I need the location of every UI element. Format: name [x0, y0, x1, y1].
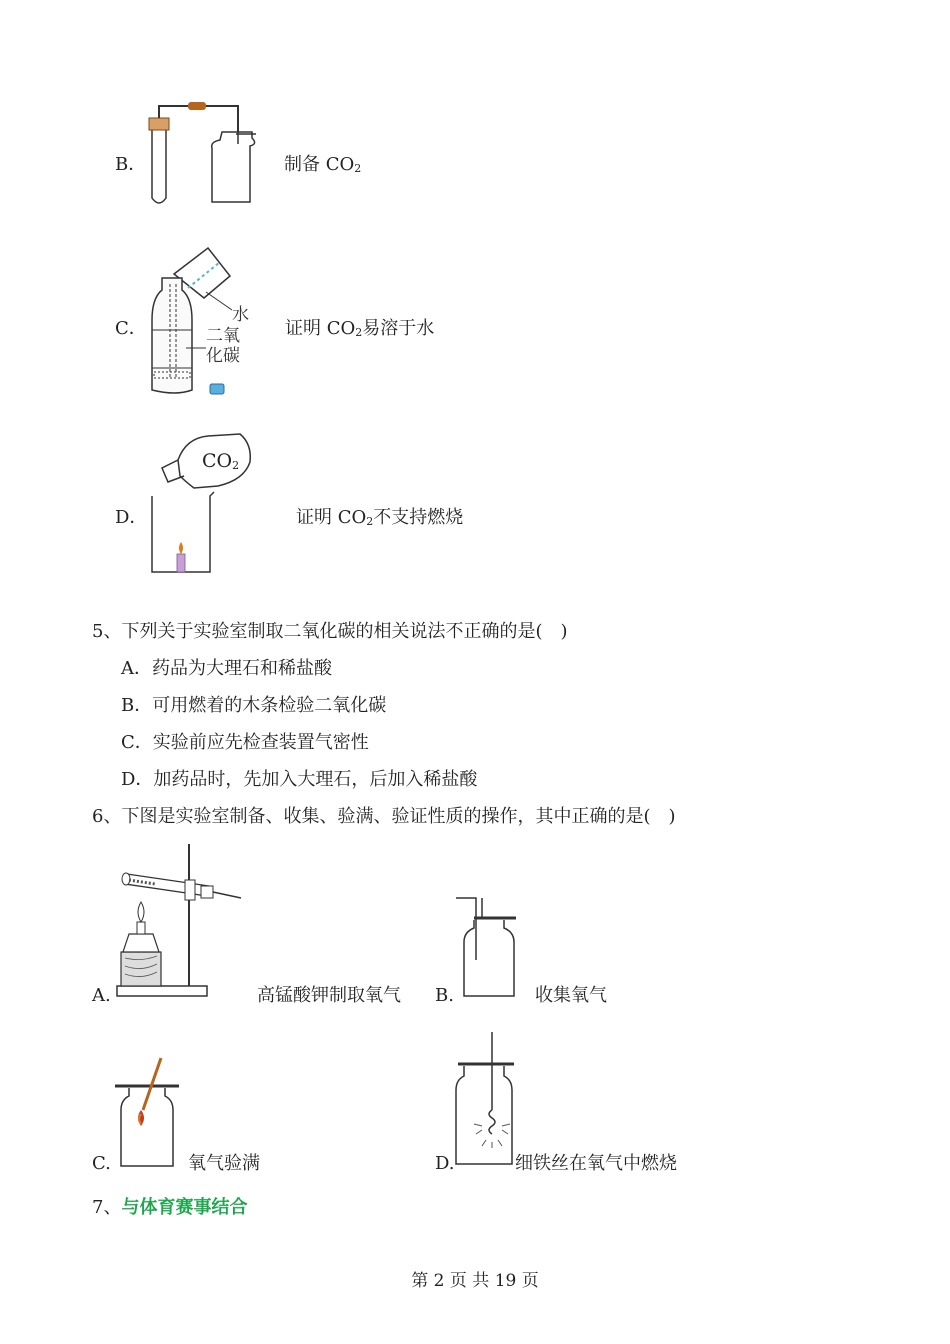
q6-a-kmno4-apparatus-diagram: [115, 840, 245, 1000]
q4-d-bottle-label: $CO_2$: [202, 450, 240, 472]
q4-c-water-label: 水: [232, 305, 249, 325]
page-footer: 第 2 页 共 19 页: [411, 1271, 539, 1291]
q5-option-c: C．实验前应先检查装置气密性: [121, 732, 369, 753]
q6-option-d-caption: 细铁丝在氧气中燃烧: [515, 1153, 677, 1174]
q6-option-b-label: B.: [435, 985, 454, 1006]
q5-option-b: B．可用燃着的木条检验二氧化碳: [121, 695, 387, 716]
q7-heading: [92, 1197, 247, 1219]
q6-b-collect-oxygen-diagram: [452, 890, 522, 1000]
q6-stem: 6、下图是实验室制备、收集、验满、验证性质的操作，其中正确的是( ): [92, 806, 676, 827]
q4-option-c-caption: 证明 $CO_2$易溶于水: [285, 318, 435, 339]
q7-title: 与体育赛事结合: [121, 1197, 248, 1218]
q5-option-a: A．药品为大理石和稀盐酸: [121, 658, 332, 679]
q4-b-apparatus-diagram: [140, 98, 260, 210]
q6-option-c-label: C.: [92, 1153, 111, 1174]
q6-option-c-caption: 氧气验满: [188, 1153, 260, 1174]
q4-option-b-label: B．: [115, 154, 147, 175]
q5-stem: 5、下列关于实验室制取二氧化碳的相关说法不正确的是( ): [92, 621, 568, 642]
q4-option-b-caption: 制备 $CO_2$: [284, 154, 362, 175]
q5-option-d: D．加药品时，先加入大理石，后加入稀盐酸: [121, 769, 478, 790]
q6-d-iron-wire-burning-diagram: [452, 1030, 518, 1170]
q6-option-d-label: D.: [435, 1153, 455, 1174]
q4-option-d-caption: 证明 $CO_2$不支持燃烧: [296, 507, 464, 528]
q6-option-b-caption: 收集氧气: [535, 985, 607, 1006]
q6-c-oxygen-full-check-diagram: [115, 1052, 185, 1170]
q7-number: 7、: [92, 1197, 122, 1218]
q4-option-c-label: C．: [115, 318, 147, 339]
q6-option-a-caption: 高锰酸钾制取氧气: [257, 985, 401, 1006]
q4-c-co2-label: 二氧 化碳: [206, 326, 240, 366]
q6-option-a-label: A.: [92, 985, 111, 1006]
q4-option-d-label: D．: [115, 507, 148, 528]
